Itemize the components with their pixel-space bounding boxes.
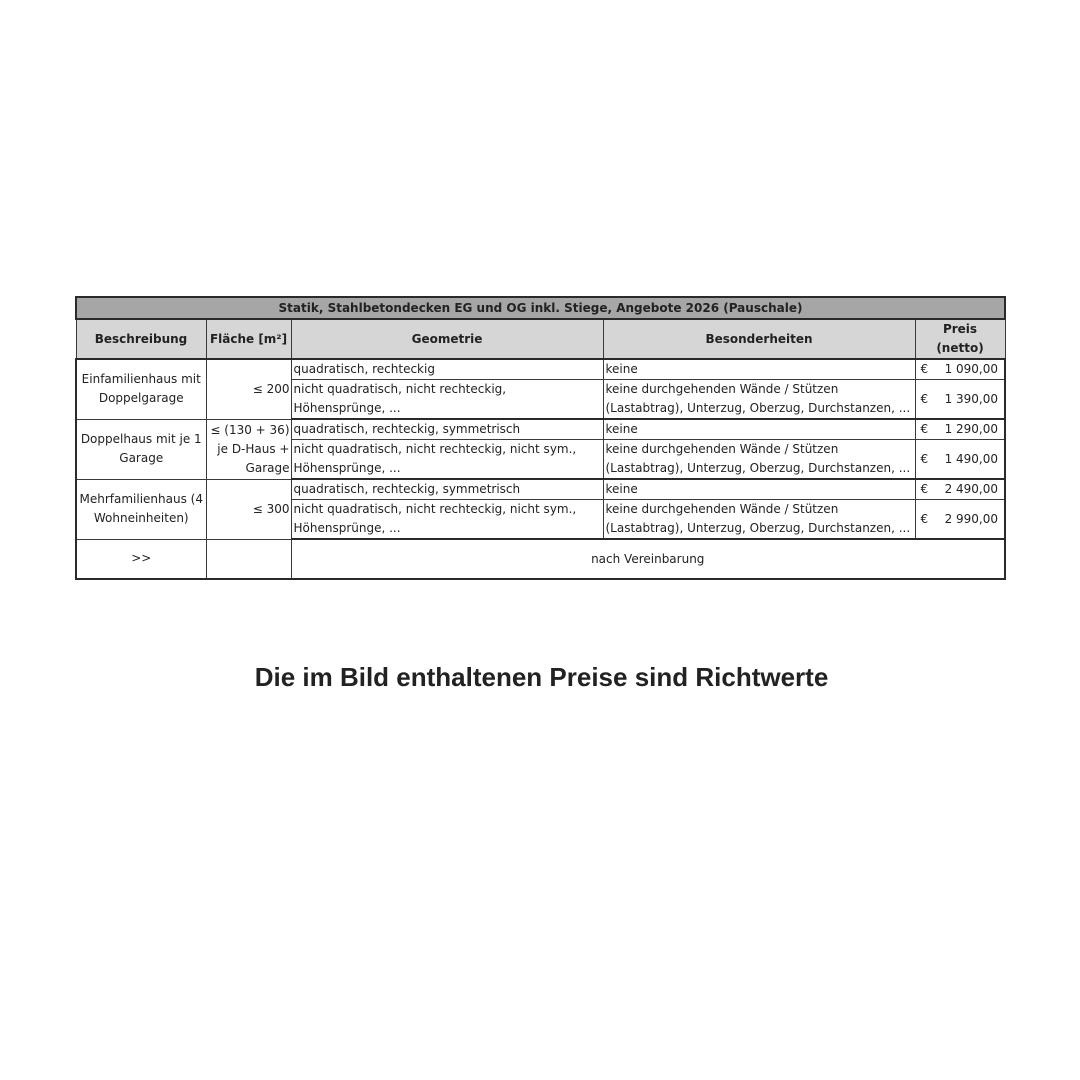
cell-geometrie: nicht quadratisch, nicht rechteckig, nicht sym., Höhensprünge, ... [291,440,603,480]
header-preis: Preis (netto) [915,319,1005,359]
cell-preis [915,500,1005,540]
cell-besonderheiten: keine [603,419,915,440]
cell-geometrie: nicht quadratisch, nicht rechteckig, Höhensprünge, ... [291,380,603,420]
cell-beschreibung: Doppelhaus mit je 1 Garage [76,419,206,479]
header-besonderheiten: Besonderheiten [603,319,915,359]
price-value: 1 490,00 [944,451,999,466]
currency-symbol: € [920,362,929,376]
cell-besonderheiten: keine durchgehenden Wände / Stützen (Lastabtrag), Unterzug, Oberzug, Durchstanzen, ... [603,500,915,540]
cell-flaeche [206,539,291,579]
cell-beschreibung: >> [76,539,206,579]
currency-symbol: € [920,511,929,526]
cell-beschreibung: Mehrfamilienhaus (4 Wohneinheiten) [76,479,206,539]
table-title-row [76,297,1005,319]
header-beschreibung: Beschreibung [76,319,206,359]
cell-besonderheiten: keine [603,479,915,500]
cell-preis [915,479,1005,500]
cell-geometrie: quadratisch, rechteckig, symmetrisch [291,419,603,440]
cell-besonderheiten: keine durchgehenden Wände / Stützen (Lastabtrag), Unterzug, Oberzug, Durchstanzen, ... [603,380,915,420]
cell-preis [915,440,1005,480]
header-flaeche: Fläche [m²] [206,319,291,359]
cell-flaeche: ≤ 300 [206,479,291,539]
cell-besonderheiten: keine [603,359,915,380]
table-title: Statik, Stahlbetondecken EG und OG inkl. Stiege, Angebote 2026 (Pauschale) [76,297,1005,319]
caption: Die im Bild enthaltenen Preise sind Richtwerte [254,662,829,692]
cell-preis [915,419,1005,440]
currency-symbol: € [920,391,929,406]
cell-geometrie: nicht quadratisch, nicht rechteckig, nicht sym., Höhensprünge, ... [291,500,603,540]
cell-geometrie: quadratisch, rechteckig, symmetrisch [291,479,603,500]
cell-flaeche: ≤ (130 + 36) je D-Haus + Garage [206,419,291,479]
cell-beschreibung: Einfamilienhaus mit Doppelgarage [76,359,206,419]
cell-note: nach Vereinbarung [291,539,1005,579]
price-table [75,296,1006,580]
table-row [76,539,1005,579]
table-row [76,359,1005,380]
cell-geometrie: quadratisch, rechteckig [291,359,603,380]
price-value: 1 290,00 [944,422,999,436]
currency-symbol: € [920,482,929,496]
price-value: 1 090,00 [944,362,999,376]
currency-symbol: € [920,422,929,436]
price-value: 1 390,00 [944,391,999,406]
table-header-row [76,319,1005,359]
table-row [76,479,1005,500]
cell-preis [915,359,1005,380]
table-row [76,419,1005,440]
price-value: 2 990,00 [944,511,999,526]
price-value: 2 490,00 [944,482,999,496]
header-geometrie: Geometrie [291,319,603,359]
cell-flaeche: ≤ 200 [206,359,291,419]
cell-preis [915,380,1005,420]
currency-symbol: € [920,451,929,466]
cell-besonderheiten: keine durchgehenden Wände / Stützen (Lastabtrag), Unterzug, Oberzug, Durchstanzen, ... [603,440,915,480]
